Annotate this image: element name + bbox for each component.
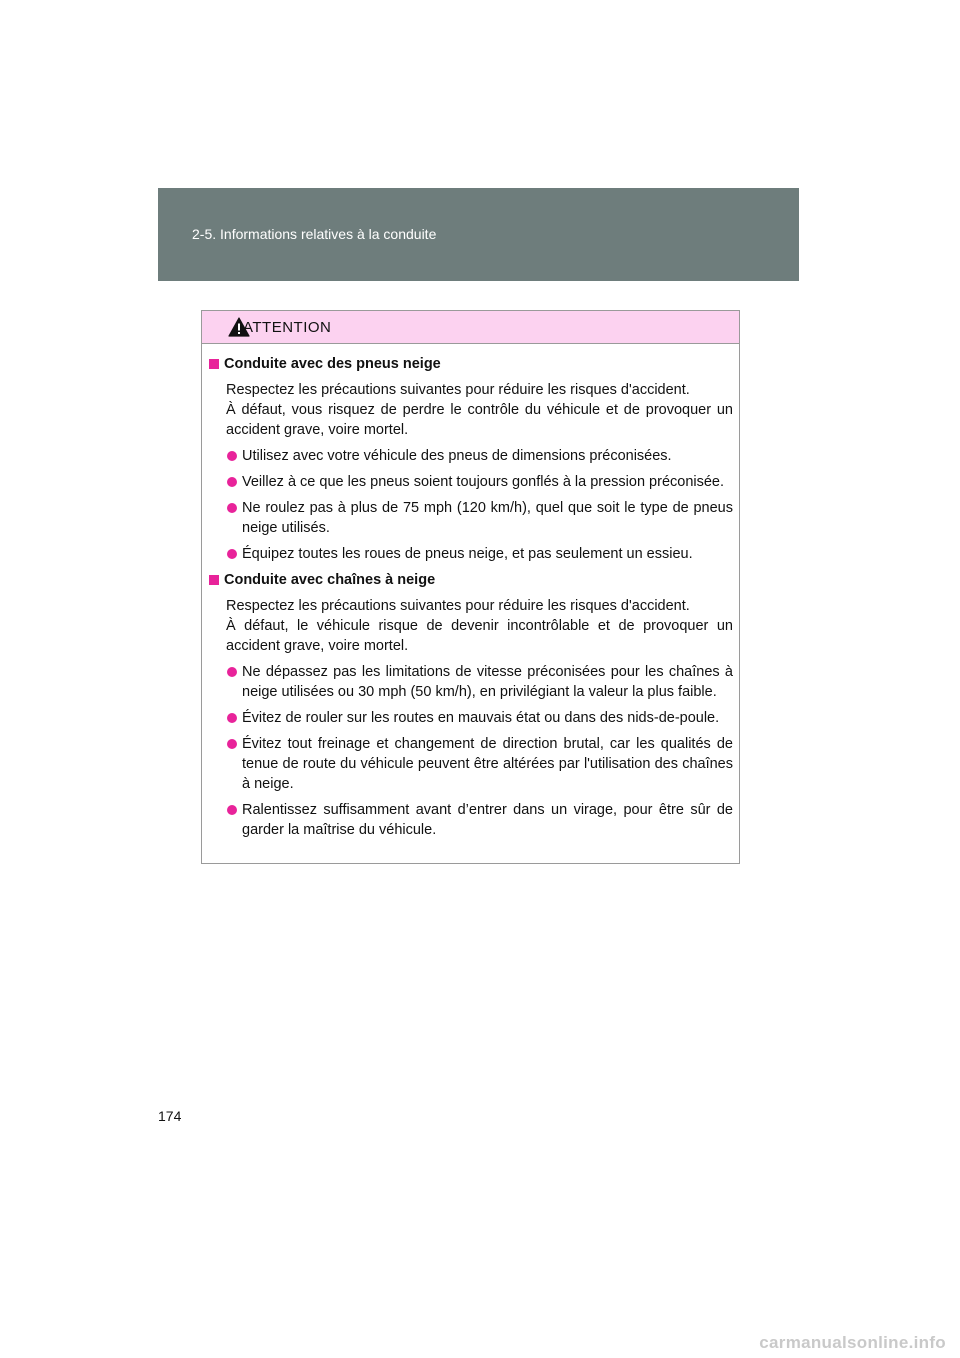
list-item-text: Ne dépassez pas les limitations de vitesse préconisées pour les chaînes à neige utilisées ou 30 mph (50 km/h), en privilégiant la valeur la plus faible.	[242, 664, 733, 700]
pink-square-icon	[209, 575, 219, 585]
list-item-text: Utilisez avec votre véhicule des pneus de dimensions préconisées.	[242, 448, 672, 464]
pink-square-icon	[209, 359, 219, 369]
list-item-text: Équipez toutes les roues de pneus neige, et pas seulement un essieu.	[242, 546, 693, 562]
pink-circle-icon	[227, 713, 237, 723]
section-heading-text: Conduite avec des pneus neige	[224, 356, 441, 372]
caution-content	[202, 344, 739, 840]
intro-line: Respectez les précautions suivantes pour réduire les risques d'accident.	[226, 598, 690, 614]
list-item-text: Ne roulez pas à plus de 75 mph (120 km/h), quel que soit le type de pneus neige utilisés.	[242, 500, 733, 536]
section-heading	[209, 570, 733, 590]
pink-circle-icon	[227, 503, 237, 513]
pink-circle-icon	[227, 477, 237, 487]
list-item-text: Évitez tout freinage et changement de direction brutal, car les qualités de tenue de route du véhicule peuvent être altérées par l'utilisation des chaînes à neige.	[242, 736, 733, 792]
list-item	[209, 498, 733, 538]
caution-section-snow-tires	[209, 354, 733, 564]
intro-line: À défaut, vous risquez de perdre le contrôle du véhicule et de provoquer un accident grave, voire mortel.	[226, 402, 733, 438]
list-item-text: Veillez à ce que les pneus soient toujours gonflés à la pression préconisée.	[242, 474, 725, 490]
section-heading	[209, 354, 733, 374]
pink-circle-icon	[227, 549, 237, 559]
list-item	[209, 472, 733, 492]
page-number: 174	[158, 1108, 182, 1124]
intro-line: Respectez les précautions suivantes pour réduire les risques d'accident.	[226, 382, 690, 398]
list-item	[209, 708, 733, 728]
pink-circle-icon	[227, 451, 237, 461]
section-intro	[209, 596, 733, 656]
watermark: carmanualsonline.info	[759, 1333, 946, 1352]
caution-section-snow-chains	[209, 570, 733, 840]
caution-header	[202, 311, 739, 344]
intro-line: À défaut, le véhicule risque de devenir incontrôlable et de provoquer un accident grave, voire mortel.	[226, 618, 733, 654]
section-intro	[209, 380, 733, 440]
list-item-text: Évitez de rouler sur les routes en mauvais état ou dans des nids-de-poule.	[242, 710, 720, 726]
pink-circle-icon	[227, 805, 237, 815]
list-item	[209, 734, 733, 794]
list-item	[209, 800, 733, 840]
list-item	[209, 662, 733, 702]
caution-label: ATTENTION	[243, 319, 332, 336]
list-item	[209, 446, 733, 466]
list-item	[209, 544, 733, 564]
pink-circle-icon	[227, 739, 237, 749]
pink-circle-icon	[227, 667, 237, 677]
section-heading-text: Conduite avec chaînes à neige	[224, 572, 436, 588]
section-header-bar	[158, 188, 799, 281]
caution-box	[201, 310, 740, 864]
list-item-text: Ralentissez suffisamment avant d’entrer dans un virage, pour être sûr de garder la maîtrise du véhicule.	[242, 802, 733, 838]
section-title: 2-5. Informations relatives à la conduite	[192, 226, 437, 242]
